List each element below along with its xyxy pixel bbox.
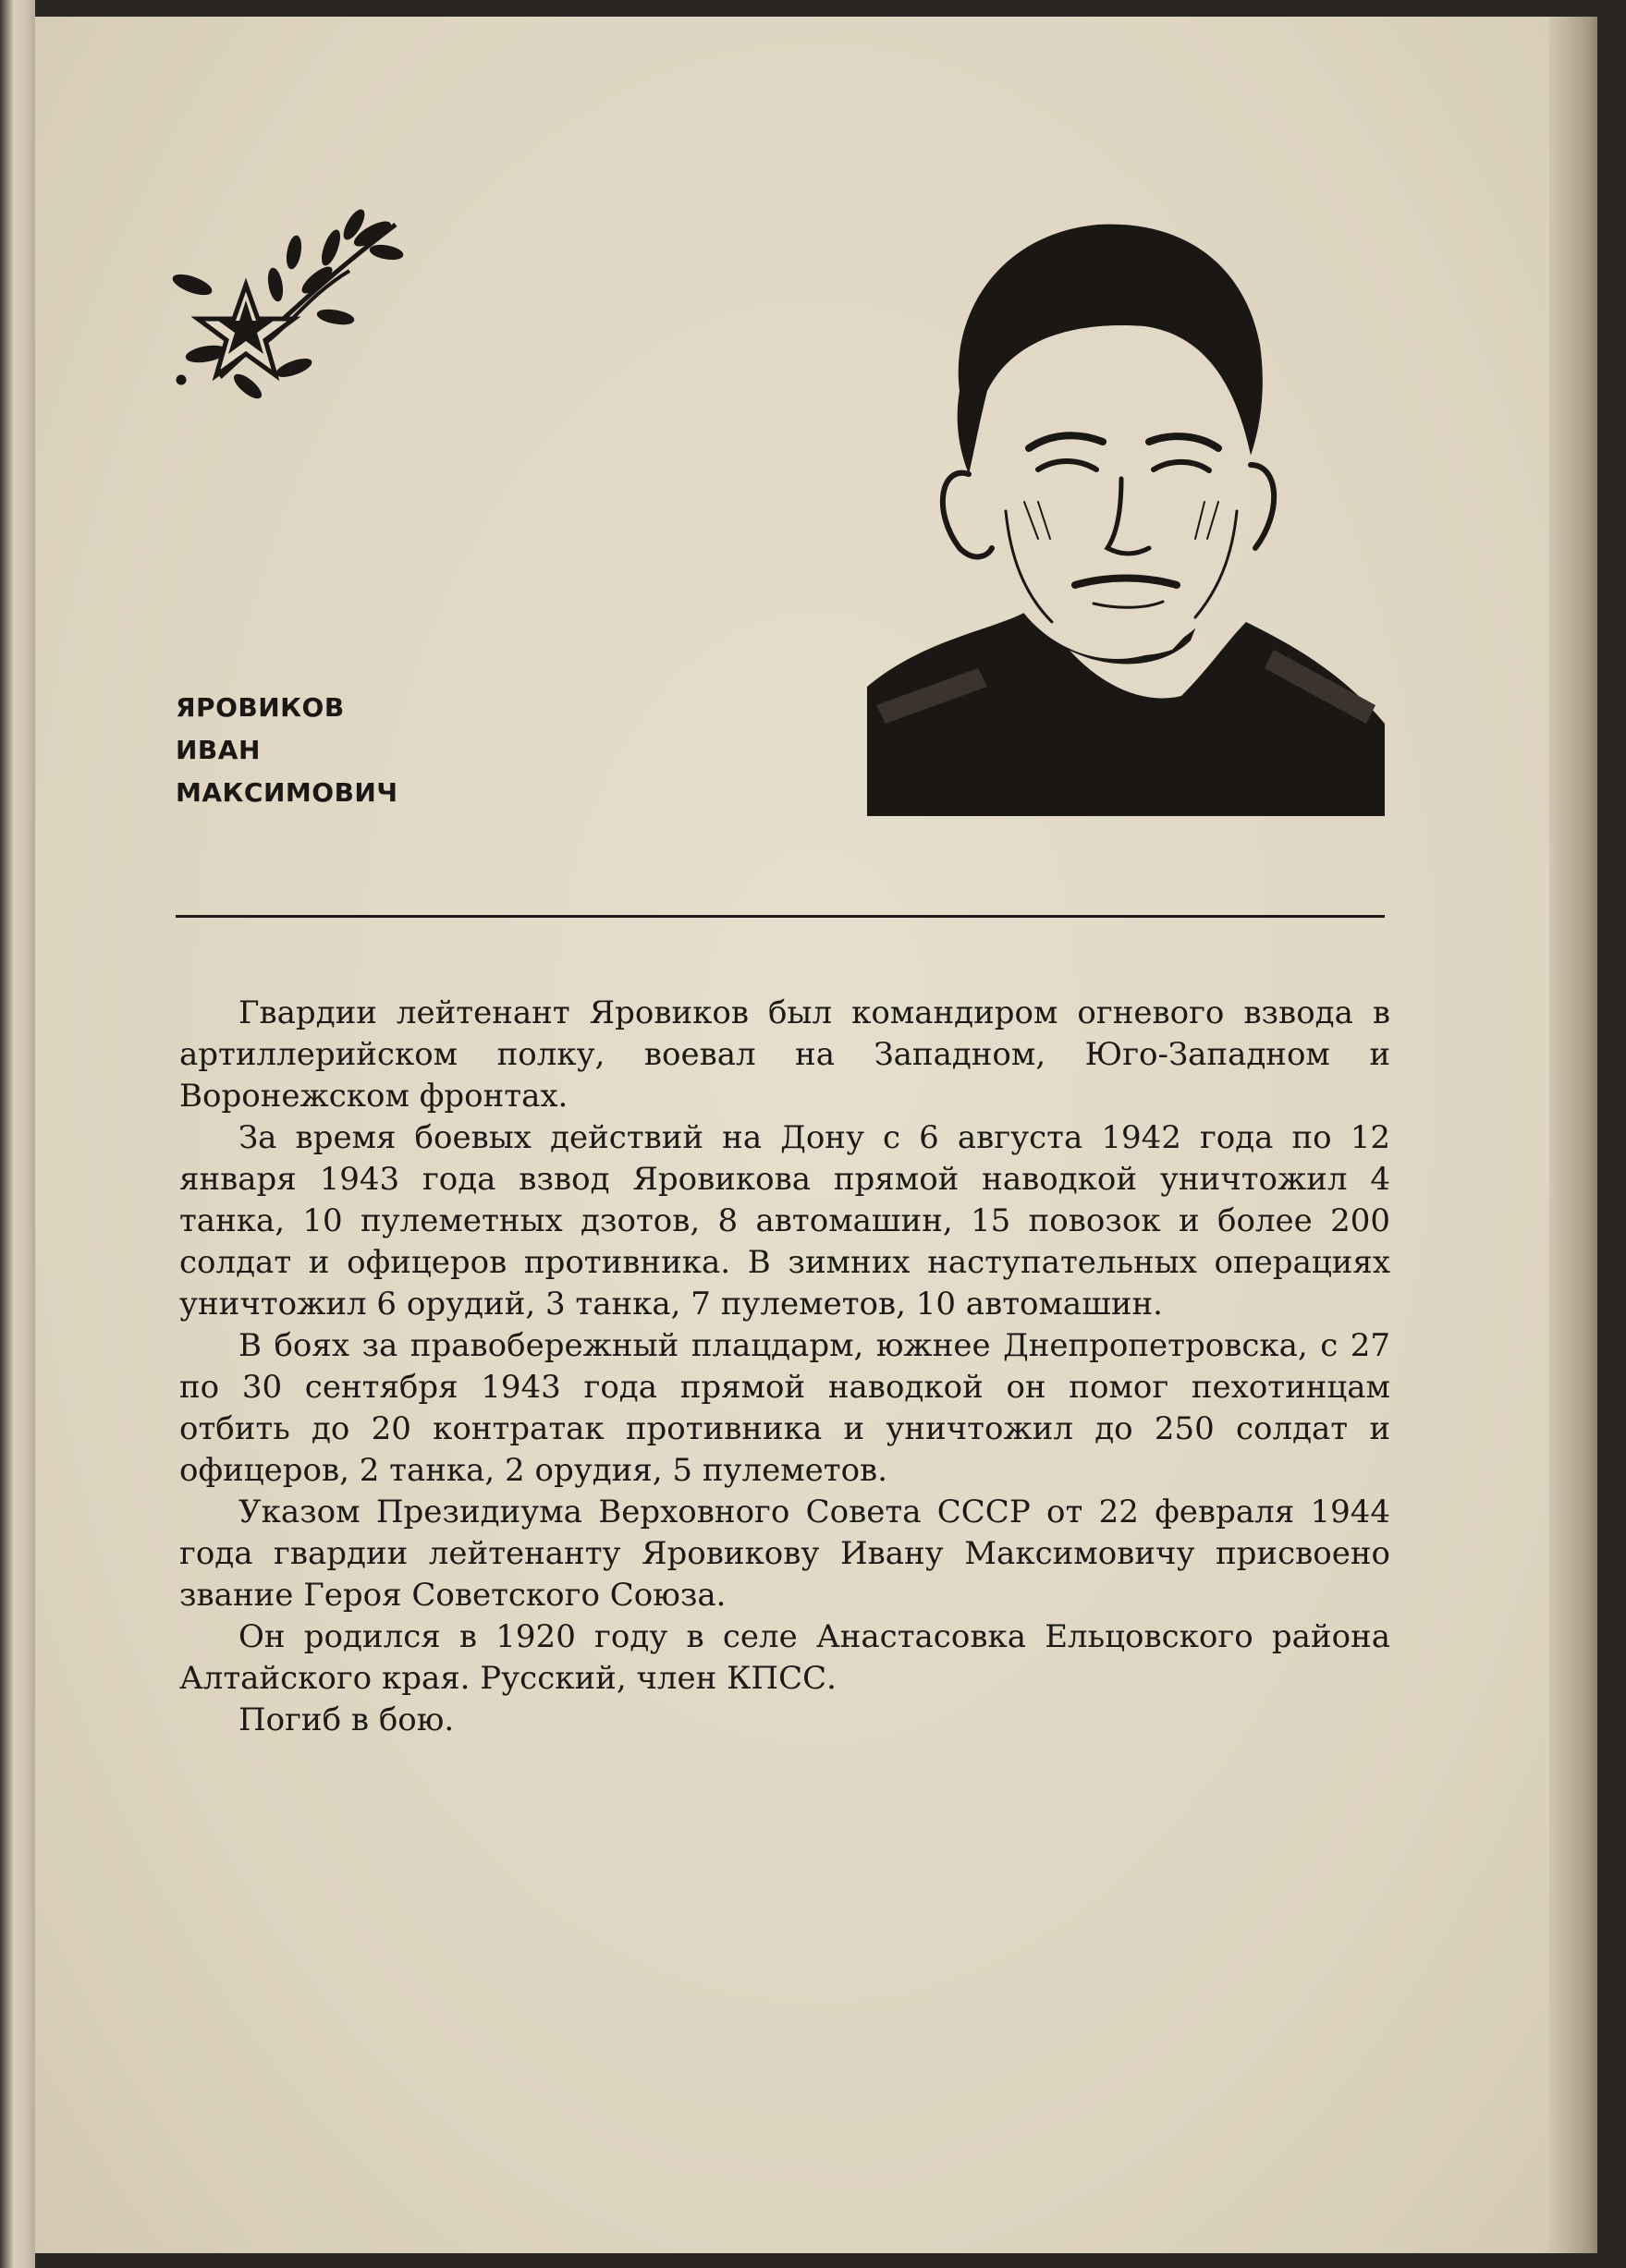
soldier-portrait-drawing — [839, 206, 1394, 816]
patronymic: МАКСИМОВИЧ — [176, 777, 398, 808]
book-spine — [0, 0, 35, 2268]
paragraph: Он родился в 1920 году в селе Анастасовка Ельцовского района Алтайского края. Русский, член КПСС. — [179, 1618, 1390, 1697]
paragraph: В боях за правобережный плацдарм, южнее Днепропетровска, с 27 по 30 сентября 1943 года прямой наводкой он помог пехотинцам отбить до 20 контратак противника и уничтожил до 250 солдат и офицеров, 2 танка, 2 орудия, 5 пулеметов. — [179, 1327, 1390, 1489]
first-name: ИВАН — [176, 735, 261, 765]
paragraph: Погиб в бою. — [238, 1701, 455, 1738]
divider — [176, 915, 1385, 918]
paragraph: Указом Президиума Верховного Совета СССР от 22 февраля 1944 года гвардии лейтенанту Яровикову Ивану Максимовичу присвоено звание Героя Советского Союза. — [179, 1494, 1390, 1614]
biography-text — [179, 993, 1390, 1741]
hero-name — [176, 687, 397, 814]
surname: ЯРОВИКОВ — [176, 692, 345, 723]
paragraph: За время боевых действий на Дону с 6 августа 1942 года по 12 января 1943 года взвод Яровикова прямой наводкой уничтожил 4 танка, 10 пулеметных дзотов, 8 автомашин, 15 повозок и более 200 солдат и офицеров противника. В зимних наступательных операциях уничтожил 6 орудий, 3 танка, 7 пулеметов, 10 автомашин. — [179, 1119, 1390, 1323]
paragraph: Гвардии лейтенант Яровиков был командиром огневого взвода в артиллерийском полку, воевал на Западном, Юго-Западном и Воронежском фронтах. — [179, 994, 1390, 1115]
star-laurel-emblem-icon — [165, 197, 423, 405]
page-edge — [1549, 17, 1597, 2253]
book-page — [35, 17, 1597, 2253]
